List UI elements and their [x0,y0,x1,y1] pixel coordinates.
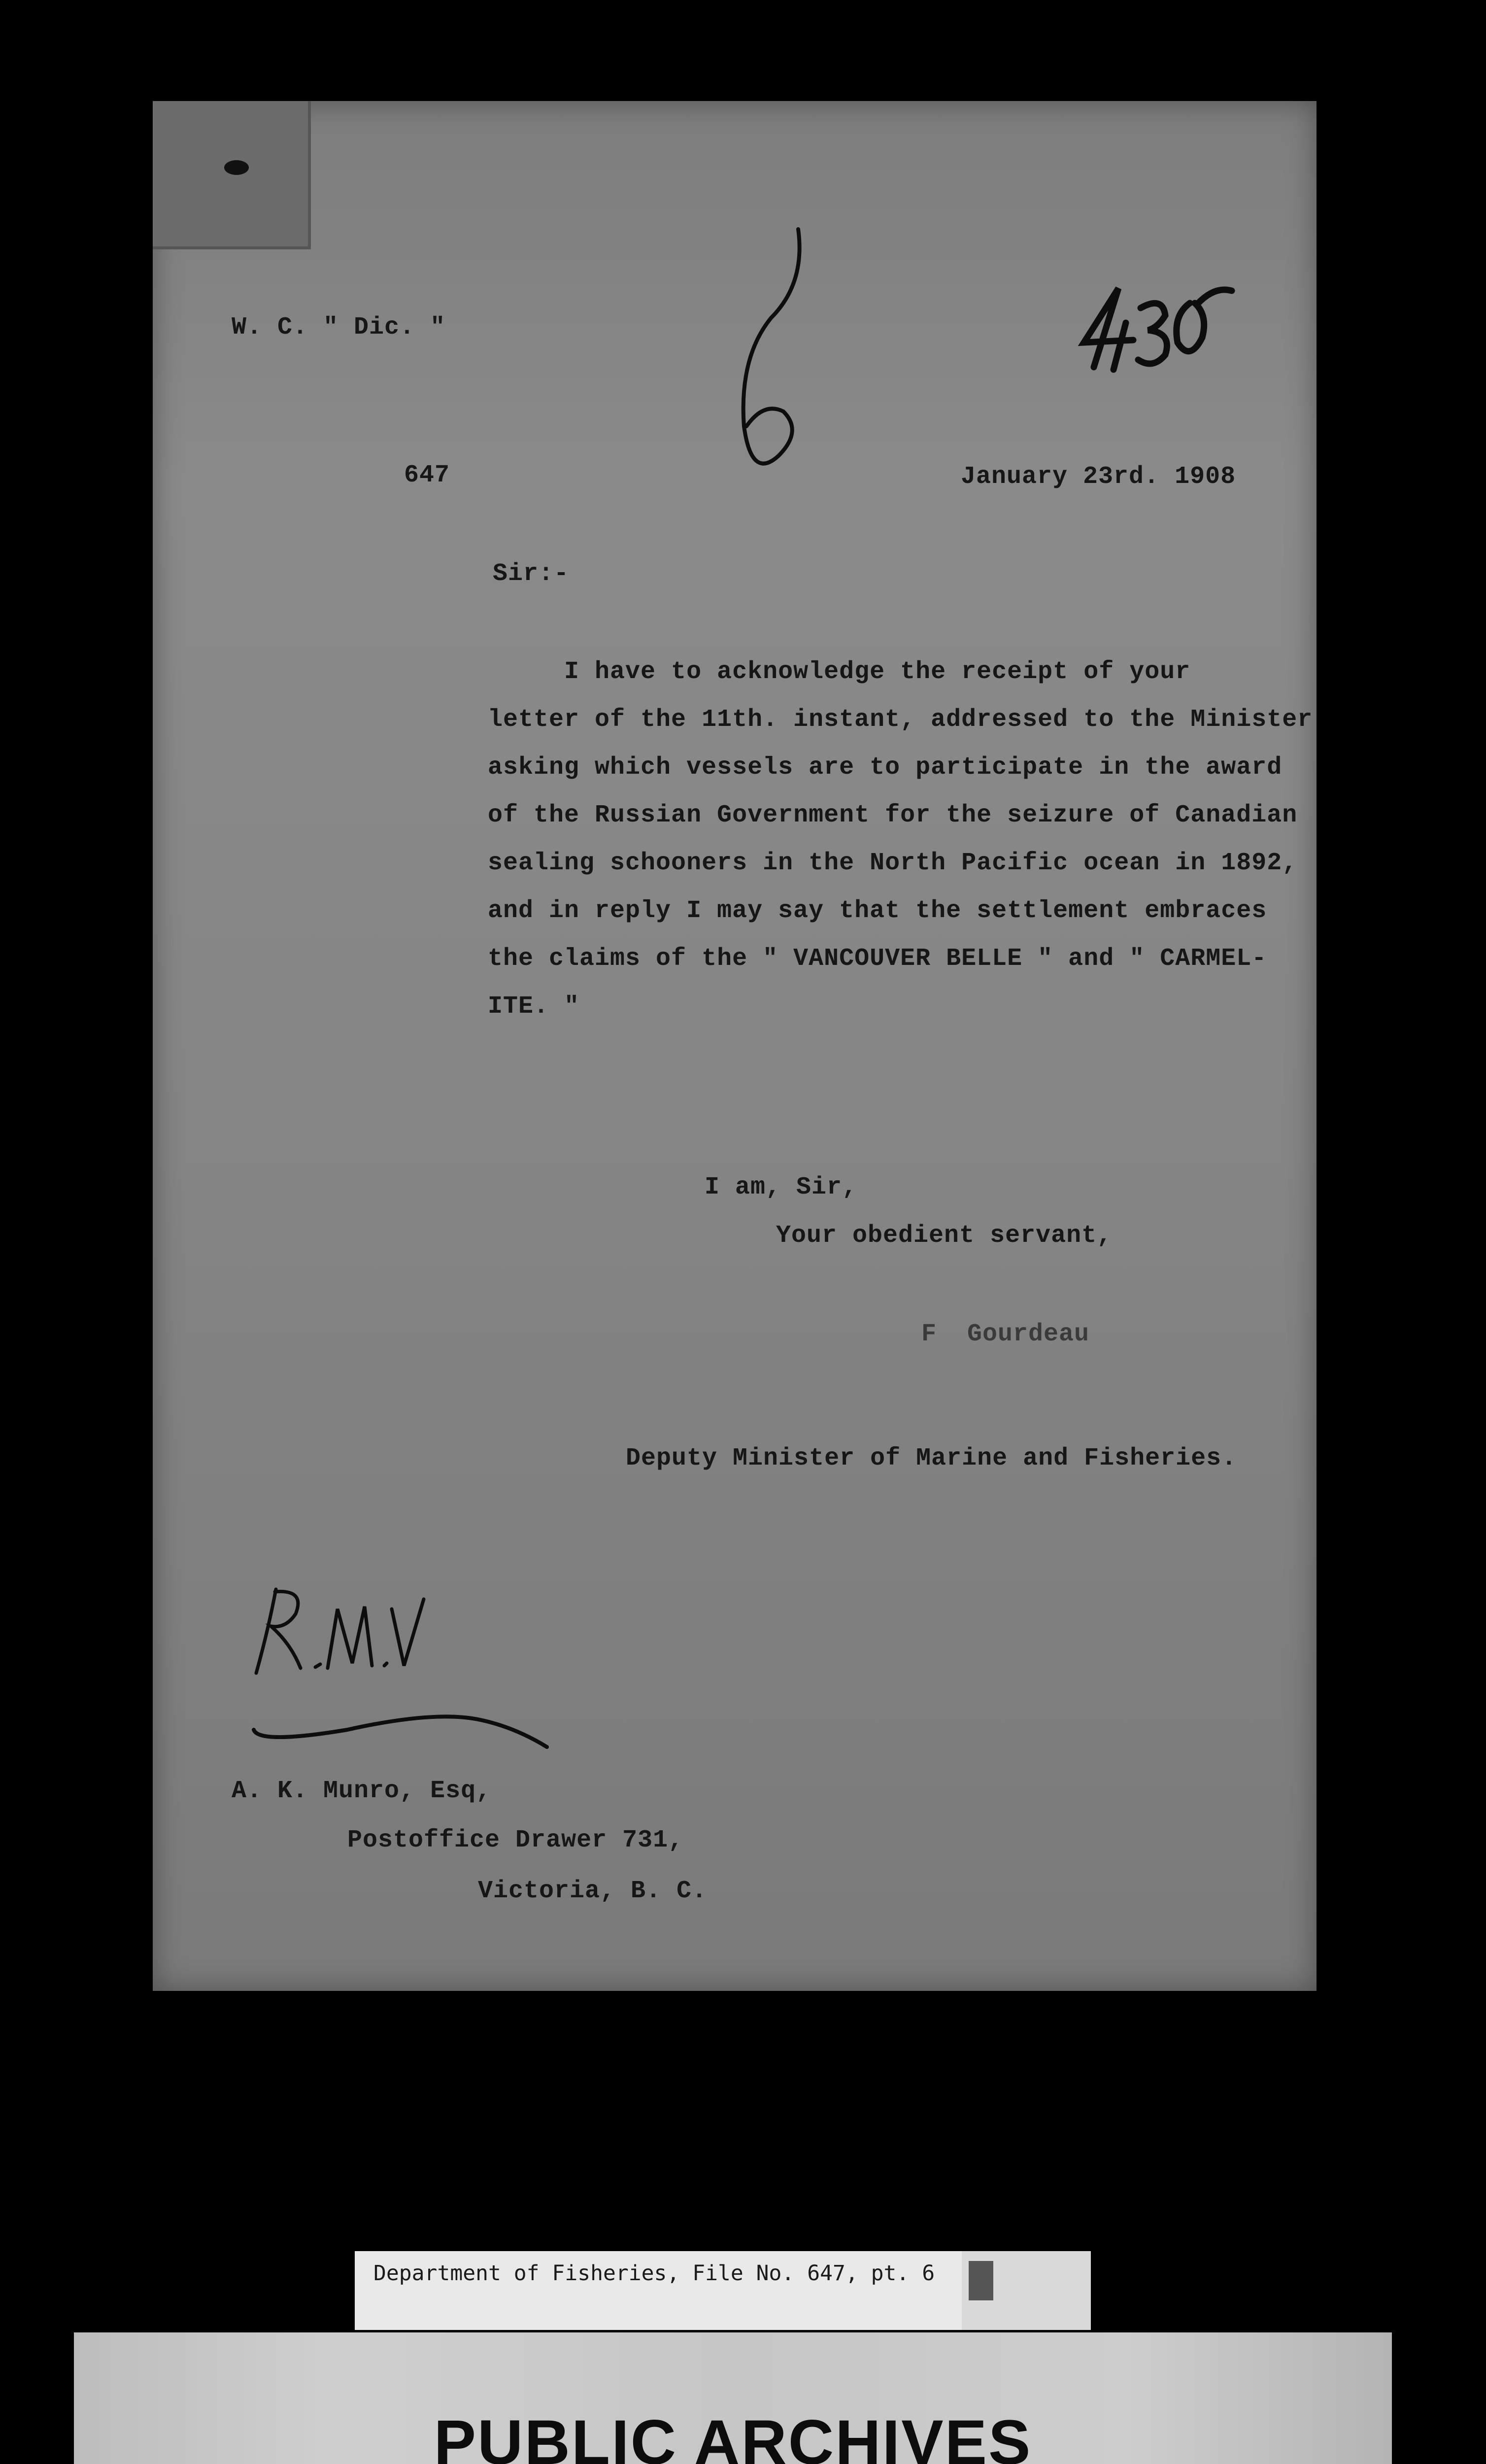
signature: F Gourdeau [921,1320,1090,1348]
body-line: the claims of the " VANCOUVER BELLE " and " CARMEL- [488,945,1267,973]
banner-line-english: PUBLIC ARCHIVES [434,2407,1032,2464]
archives-banner [74,2332,1392,2464]
file-reference-label [355,2251,1088,2330]
part-number-handwriting [724,219,813,495]
punch-hole [224,160,249,175]
body-line: ITE. " [488,992,580,1021]
body-line: sealing schooners in the North Pacific ocean in 1892, [488,849,1298,877]
dictation-reference: W. C. " Dic. " [232,313,446,342]
salutation: Sir:- [493,560,570,588]
recipient-name: A. K. Munro, Esq, [232,1777,492,1805]
signature-flourish [249,1693,554,1752]
initials-handwriting [246,1579,434,1678]
recipient-city: Victoria, B. C. [478,1877,708,1905]
body-line: letter of the 11th. instant, addressed to the Minister [488,706,1313,734]
signer-title: Deputy Minister of Marine and Fisheries. [626,1444,1237,1472]
label-clip [962,2251,1091,2330]
body-line: and in reply I may say that the settlement embraces [488,897,1267,925]
letter-date: January 23rd. 1908 [961,463,1236,491]
body-line: of the Russian Government for the seizure of Canadian [488,801,1298,829]
body-line: I have to acknowledge the receipt of your [488,658,1191,686]
closing-line: Your obedient servant, [776,1222,1113,1250]
letter-sheet [153,101,1317,1991]
folio-number-handwriting [1079,269,1237,382]
letter-body [488,648,1350,1030]
sheet-corner-tab [153,101,311,249]
file-number: 647 [404,461,450,489]
recipient-address: Postoffice Drawer 731, [347,1826,684,1854]
file-reference-text: Department of Fisheries, File No. 647, pt. 6 [373,2261,935,2286]
body-line: asking which vessels are to participate in the award [488,753,1283,782]
closing-line: I am, Sir, [705,1173,858,1201]
